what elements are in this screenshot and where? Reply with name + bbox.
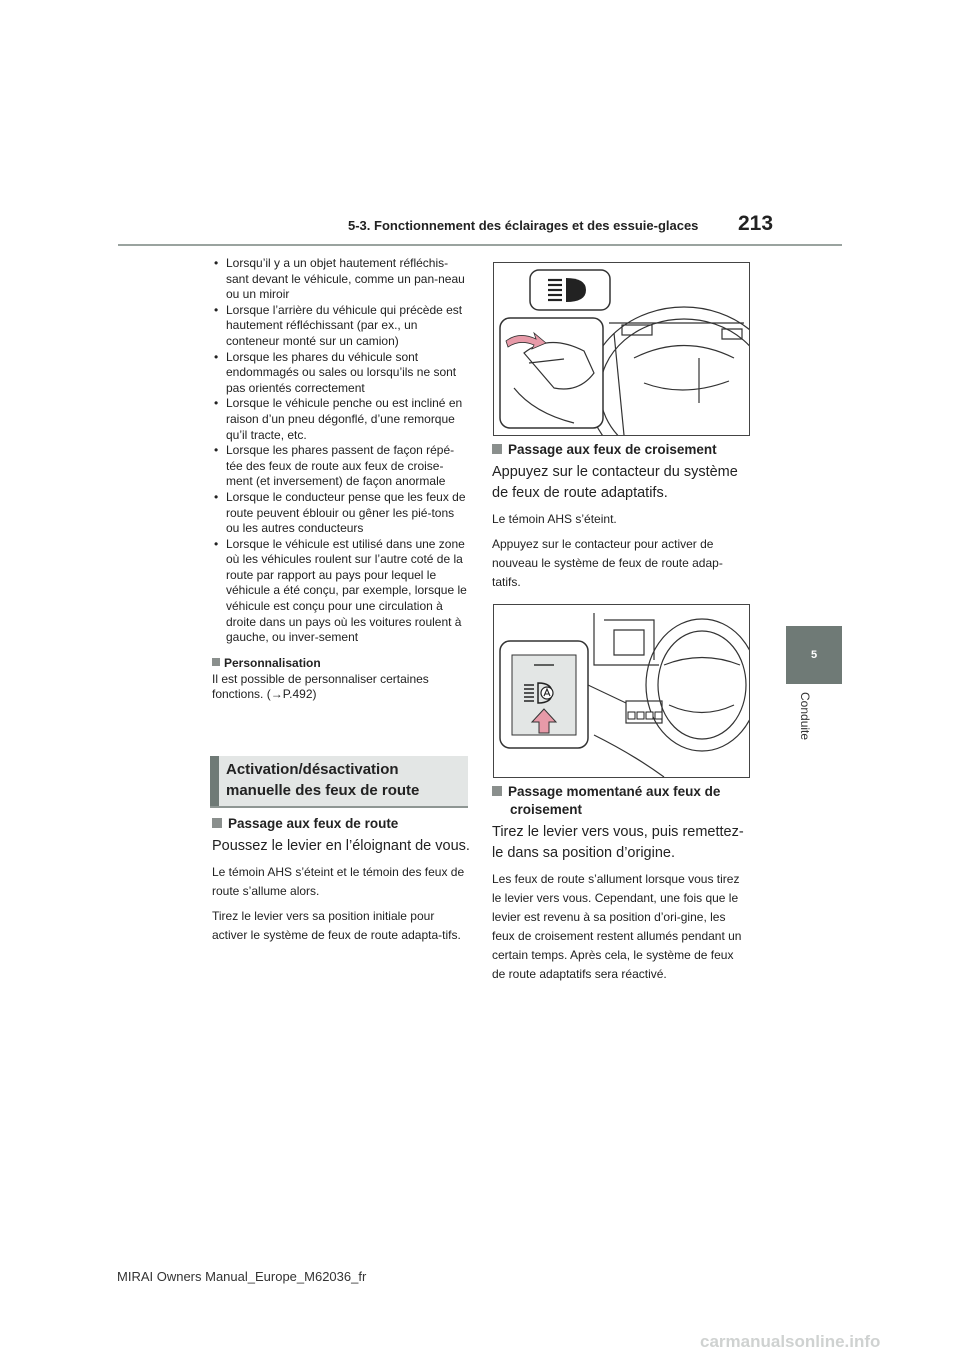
chapter-number: 5: [810, 649, 818, 661]
high-beam-heading: Passage aux feux de route: [212, 815, 470, 833]
high-beam-instruction: Poussez le levier en l’éloignant de vous.: [212, 838, 470, 854]
left-column: [212, 256, 470, 702]
high-beam-note: Tirez le levier vers sa position initiale pour activer le système de feux de route adapta-tifs.: [212, 909, 461, 942]
flash-heading: Passage momentané aux feux de croisement: [492, 783, 750, 819]
list-item: • Lorsque les phares du véhicule sont endommagés ou sales ou lorsqu’ils ne sont pas orientés correctement: [212, 350, 470, 397]
header-section-title: 5-3. Fonctionnement des éclairages et des essuie-glaces: [348, 218, 699, 233]
flash-section: [492, 783, 750, 984]
list-item: • Lorsque le conducteur pense que les feux de route peuvent éblouir ou gêner les pié-tons ou les autres conducteurs: [212, 490, 470, 537]
watermark[interactable]: carmanualsonline.info: [700, 1332, 881, 1351]
chapter-tab[interactable]: [786, 626, 842, 684]
page-number: 213: [738, 212, 774, 235]
list-item: • Lorsqu’il y a un objet hautement réfléchis-sant devant le véhicule, comme un pan-neau ou un miroir: [212, 256, 470, 303]
lever-illustration-svg: [494, 263, 749, 435]
personnalisation-text: Il est possible de personnaliser certaines fonctions. (→P.492): [212, 671, 429, 701]
flash-note: Les feux de route s’allument lorsque vous tirez le levier vers vous. Cependant, une fois que le levier est revenu à sa position d’ori-gine, les feux de croisement restent allumés pendant un certain temps. Après cela, le système de feux de route adaptatifs sera réactivé.: [492, 872, 742, 981]
personnalisation-heading: Personnalisation: [212, 656, 470, 670]
low-beam-note: Appuyez sur le contacteur pour activer de nouveau le système de feux de route adap-tatifs.: [492, 537, 723, 589]
high-beam-section: [212, 815, 470, 945]
footer-manual-name: MIRAI Owners Manual_Europe_M62036_fr: [117, 1269, 367, 1284]
list-item: • Lorsque les phares passent de façon répé-tée des feux de route aux feux de croise-ment (et inversement) de façon anormale: [212, 443, 470, 490]
square-bullet-icon: [212, 818, 222, 828]
figure-lever-illustration: [493, 262, 750, 436]
banner-accent: [210, 756, 219, 806]
low-beam-heading: Passage aux feux de croisement: [492, 441, 750, 459]
section-banner: [210, 756, 468, 808]
list-item: • Lorsque l’arrière du véhicule qui précède est hautement réfléchissant (par ex., un conteneur monté sur un camion): [212, 303, 470, 350]
figure-ahs-switch-illustration: [493, 604, 750, 778]
list-item: • Lorsque le véhicule est utilisé dans une zone où les véhicules roulent sur l’autre coté de la route par rapport au pays pour lequel le véhicule a été conçu, par exemple, lorsque le véhicule est conçu pour une circulation à droite dans un pays où les voitures roulent à gauche, ou inver-sement: [212, 537, 470, 646]
switch-illustration-svg: [494, 605, 749, 777]
low-beam-note: Le témoin AHS s’éteint.: [492, 512, 617, 526]
low-beam-instruction: Appuyez sur le contacteur du système de feux de route adaptatifs.: [492, 464, 738, 501]
chapter-label: Conduite: [798, 692, 812, 741]
condition-list: [212, 256, 470, 646]
low-beam-section: [492, 441, 750, 592]
list-item: • Lorsque le véhicule penche ou est incliné en raison d’un pneu dégonflé, d’une remorque qu’il tracte, etc.: [212, 396, 470, 443]
square-bullet-icon: [492, 786, 502, 796]
header-divider: [118, 244, 842, 246]
banner-title: Activation/désactivation manuelle des feux de route: [226, 761, 420, 799]
high-beam-note: Le témoin AHS s’éteint et le témoin des feux de route s’allume alors.: [212, 865, 465, 898]
square-bullet-icon: [212, 658, 220, 666]
flash-instruction: Tirez le levier vers vous, puis remettez-le dans sa position d’origine.: [492, 824, 744, 861]
square-bullet-icon: [492, 444, 502, 454]
